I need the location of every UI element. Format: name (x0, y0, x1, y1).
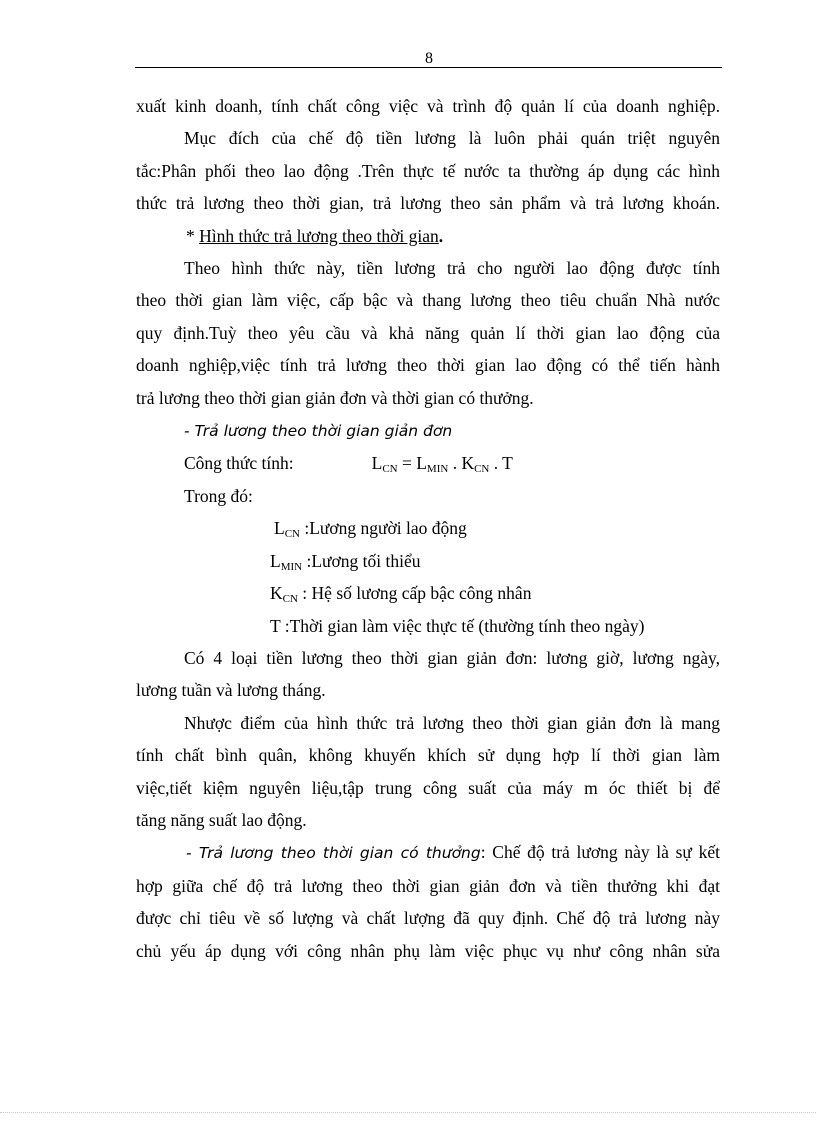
def-text: : Hệ số lương cấp bậc công nhân (297, 583, 532, 604)
subheading-text: - Trả lương theo thời gian giản đơn (184, 422, 453, 441)
def-subscript: MIN (280, 560, 303, 573)
text-line: được chỉ tiêu về số lượng và chất lượng đã quy định. Chế độ trả lương này (136, 908, 720, 929)
def-subscript: CN (282, 593, 298, 606)
text-line: Theo hình thức này, tiền lương trả cho người lao động được tính (184, 258, 720, 279)
section-heading (136, 220, 720, 252)
text-line (136, 836, 720, 869)
def-symbol: K (270, 583, 283, 604)
definition-line (136, 577, 720, 609)
text-line: trả lương theo thời gian giản đơn và thời gian có thưởng. (136, 387, 534, 408)
text-line: Nhược điểm của hình thức trả lương theo thời gian giản đơn là mang (184, 712, 720, 733)
formula (372, 447, 513, 479)
def-text: :Lương người lao động (299, 518, 467, 539)
text-line: thức trả lương theo thời gian, trả lương theo sản phẩm và trả lương khoán. (136, 193, 720, 214)
document-body (136, 90, 720, 967)
text-run: : Chế độ trả lương này là sự kết (480, 842, 720, 863)
def-subscript: CN (284, 528, 300, 541)
formula-label: Công thức tính: (184, 453, 294, 474)
formula-line (136, 447, 720, 479)
definition-line (136, 545, 720, 577)
heading-text: Hình thức trả lương theo thời gian (199, 225, 439, 246)
heading-dot: . (438, 225, 444, 246)
subheading (136, 414, 720, 447)
formula-symbol: . K (448, 453, 475, 474)
subheading-text: - Trả lương theo thời gian có thưởng (186, 844, 481, 863)
def-symbol: L (274, 518, 285, 539)
header-rule (135, 67, 722, 68)
definition-line: T :Thời gian làm việc thực tế (thường tính theo ngày) (270, 615, 645, 636)
def-symbol: L (270, 550, 281, 571)
footer-rule (0, 1112, 816, 1113)
text-line: hợp giữa chế độ trả lương theo thời gian giản đơn và tiền thưởng khi đạt (136, 875, 720, 896)
text-line: lương tuần và lương tháng. (136, 680, 326, 701)
text-line: chủ yếu áp dụng với công nhân phụ làm việc phục vụ như công nhân sửa (136, 940, 720, 961)
formula-subscript: CN (382, 463, 398, 476)
formula-subscript: MIN (426, 463, 449, 476)
formula-symbol: L (371, 453, 383, 474)
text-line: Mục đích của chế độ tiền lương là luôn phải quán triệt nguyên (184, 128, 720, 149)
text-line: Có 4 loại tiền lương theo thời gian giản đơn: lương giờ, lương ngày, (184, 647, 720, 668)
formula-subscript: CN (474, 463, 490, 476)
heading-bullet: * (186, 225, 200, 246)
text-line: tắc:Phân phối theo lao động .Trên thực tế nước ta thường áp dụng các hình (136, 160, 720, 181)
definition-line (136, 512, 720, 544)
text-line: xuất kinh doanh, tính chất công việc và trình độ quản lí của doanh nghiệp. (136, 96, 720, 116)
text-line: doanh nghiệp,việc tính trả lương theo thời gian lao động có thể tiến hành (136, 355, 720, 376)
text-line: quy định.Tuỳ theo yêu cầu và khả năng quản lí thời gian lao động của (136, 322, 720, 343)
def-text: :Lương tối thiểu (302, 550, 421, 571)
formula-symbol: = L (397, 453, 427, 474)
text-line: theo thời gian làm việc, cấp bậc và thang lương theo tiêu chuẩn Nhà nước (136, 290, 720, 311)
text-line: tính chất bình quân, không khuyến khích sử dụng hợp lí thời gian làm (136, 745, 720, 766)
page-number: 8 (425, 50, 433, 67)
text-line: Trong đó: (184, 485, 253, 506)
formula-symbol: . T (489, 453, 513, 474)
text-line: tăng năng suất lao động. (136, 809, 307, 830)
text-line: việc,tiết kiệm nguyên liệu,tập trung công suất của máy m óc thiết bị để (136, 777, 720, 798)
